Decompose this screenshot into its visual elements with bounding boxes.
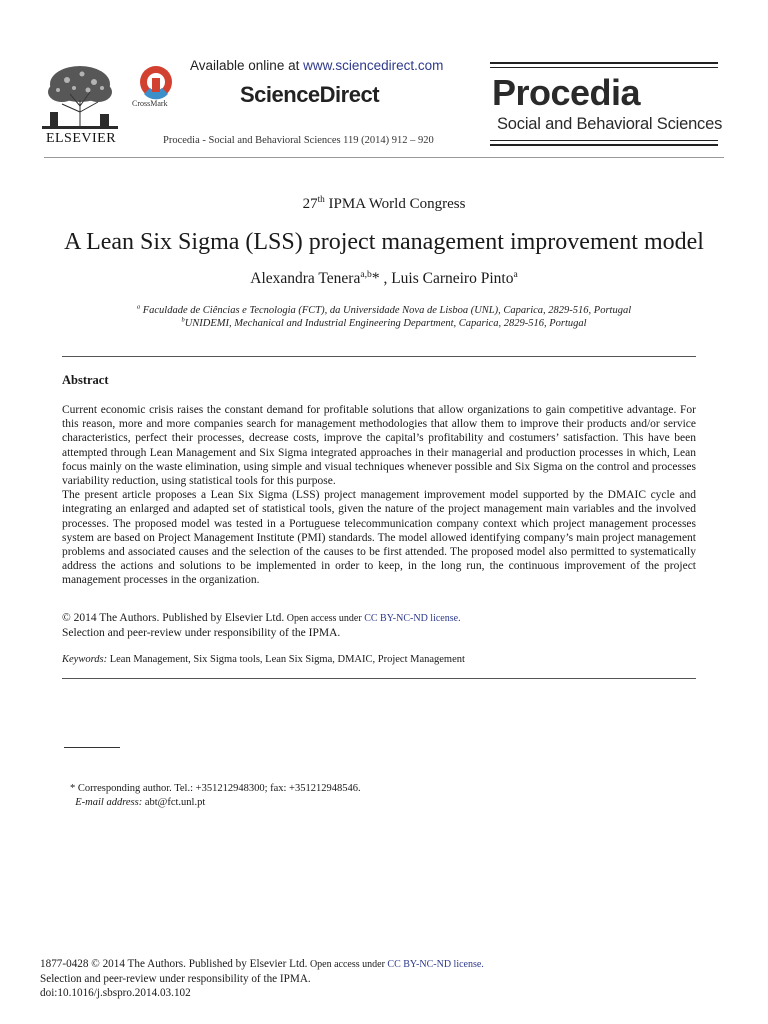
- procedia-title: Procedia: [492, 72, 641, 113]
- congress-ordinal: th: [317, 195, 325, 205]
- author-separator: ,: [379, 270, 392, 287]
- affiliation-mark: a: [136, 303, 141, 311]
- abstract-paragraph: The present article proposes a Lean Six Sigma (LSS) project management improvement model supported by the DMAIC cycle and integrating an enlarged and adapted set of statistical tools, given the nature of the project management main variables and the involved processes. The proposed model was tested in a Portuguese telecommunication company context which project management processes system are based on Project Management Institute (PMI) standards. The model allowed identifying company’s main project management problems and associated causes and the selection of the causes to be first attended. The proposed model also permitted to systematically address the actions and solutions to be implemented in order to keep, in the long run, the continuous improvement of the project management processes in the organization.: [62, 489, 696, 587]
- procedia-subtitle: Social and Behavioral Sciences: [497, 115, 723, 133]
- peer-review-line: Selection and peer-review under responsibility of the IPMA.: [40, 973, 311, 985]
- keywords-label: Keywords:: [62, 654, 108, 665]
- email-address[interactable]: abt@fct.unl.pt: [142, 797, 206, 808]
- affiliation-a: [0, 305, 768, 316]
- journal-citation: Procedia - Social and Behavioral Sciences 119 (2014) 912 – 920: [163, 135, 434, 146]
- sciencedirect-url-link[interactable]: www.sciencedirect.com: [303, 58, 444, 73]
- section-divider: [62, 356, 696, 357]
- author-list: [0, 270, 768, 288]
- corresponding-mark: *: [371, 270, 380, 287]
- affiliation-b: [0, 318, 768, 329]
- crossmark-label: CrossMark: [132, 99, 168, 108]
- congress-title: IPMA World Congress: [324, 196, 466, 212]
- congress-name: [0, 196, 768, 213]
- affiliation-text: UNIDEMI, Mechanical and Industrial Engineering Department, Caparica, 2829-516, Portugal: [184, 318, 587, 329]
- header-divider: [44, 157, 724, 158]
- footnote-rule: [64, 747, 120, 748]
- section-divider: [62, 678, 696, 679]
- open-access-label: Open access under: [307, 959, 388, 970]
- license-link[interactable]: CC BY-NC-ND license.: [364, 613, 461, 624]
- abstract-paragraph: Current economic crisis raises the constant demand for profitable solutions that allow organizations to gain competitive advantage. For this reason, more and more companies search for management methodologies that allow them to improve their products and/or service characteristics, perfect their processes, decrease costs, improve the capital’s profitability and costumers’ satisfaction. This have been attempted through Lean Management and Six Sigma integrated approaches in their managerial and production processes in which, Lean focus mainly on the waste elimination, using simple and visual techniques whenever possible and Six Sigma on the control and processes variability reduction, using statistical tools for this purpose.: [62, 404, 696, 488]
- issn-line: 1877-0428 © 2014 The Authors. Published by Elsevier Ltd.: [40, 958, 308, 970]
- author-affiliation-mark: a,b: [360, 268, 372, 280]
- corresponding-author-line: * Corresponding author. Tel.: +351212948300; fax: +351212948546.: [70, 783, 361, 794]
- procedia-rule: [490, 144, 718, 146]
- congress-number: 27: [302, 196, 318, 212]
- procedia-rule: [490, 140, 718, 141]
- affiliation-mark: b: [181, 316, 185, 324]
- license-link[interactable]: CC BY-NC-ND license.: [387, 959, 484, 970]
- available-prefix: Available online at: [190, 58, 304, 73]
- abstract-heading: Abstract: [62, 373, 109, 387]
- keywords: [62, 654, 465, 665]
- affiliation-text: Faculdade de Ciências e Tecnologia (FCT), da Universidade Nova de Lisboa (UNL), Caparica, 2829-516, Portugal: [140, 305, 632, 316]
- abstract-body: [62, 403, 696, 588]
- keywords-text: Lean Management, Six Sigma tools, Lean Six Sigma, DMAIC, Project Management: [107, 654, 465, 665]
- page-footer: [40, 957, 484, 1000]
- author-name: Luis Carneiro Pinto: [391, 270, 514, 287]
- open-access-label: Open access under: [284, 613, 365, 624]
- corresponding-footnote: [70, 782, 361, 810]
- copyright-line: © 2014 The Authors. Published by Elsevier Ltd.: [62, 612, 285, 624]
- paper-title: A Lean Six Sigma (LSS) project management improvement model: [64, 229, 704, 255]
- procedia-rule: [490, 62, 718, 64]
- available-online-line: [190, 58, 443, 73]
- elsevier-label: ELSEVIER: [45, 131, 117, 146]
- procedia-rule: [490, 67, 718, 68]
- sciencedirect-title: ScienceDirect: [240, 82, 380, 107]
- doi[interactable]: doi:10.1016/j.sbspro.2014.03.102: [40, 987, 191, 999]
- elsevier-tree-logo: [42, 62, 118, 130]
- author-affiliation-mark: a: [513, 268, 518, 280]
- peer-review-line: Selection and peer-review under responsibility of the IPMA.: [62, 627, 341, 639]
- author-name: Alexandra Tenera: [250, 270, 361, 287]
- copyright-notice: [62, 611, 461, 640]
- email-label: E-mail address:: [75, 797, 143, 808]
